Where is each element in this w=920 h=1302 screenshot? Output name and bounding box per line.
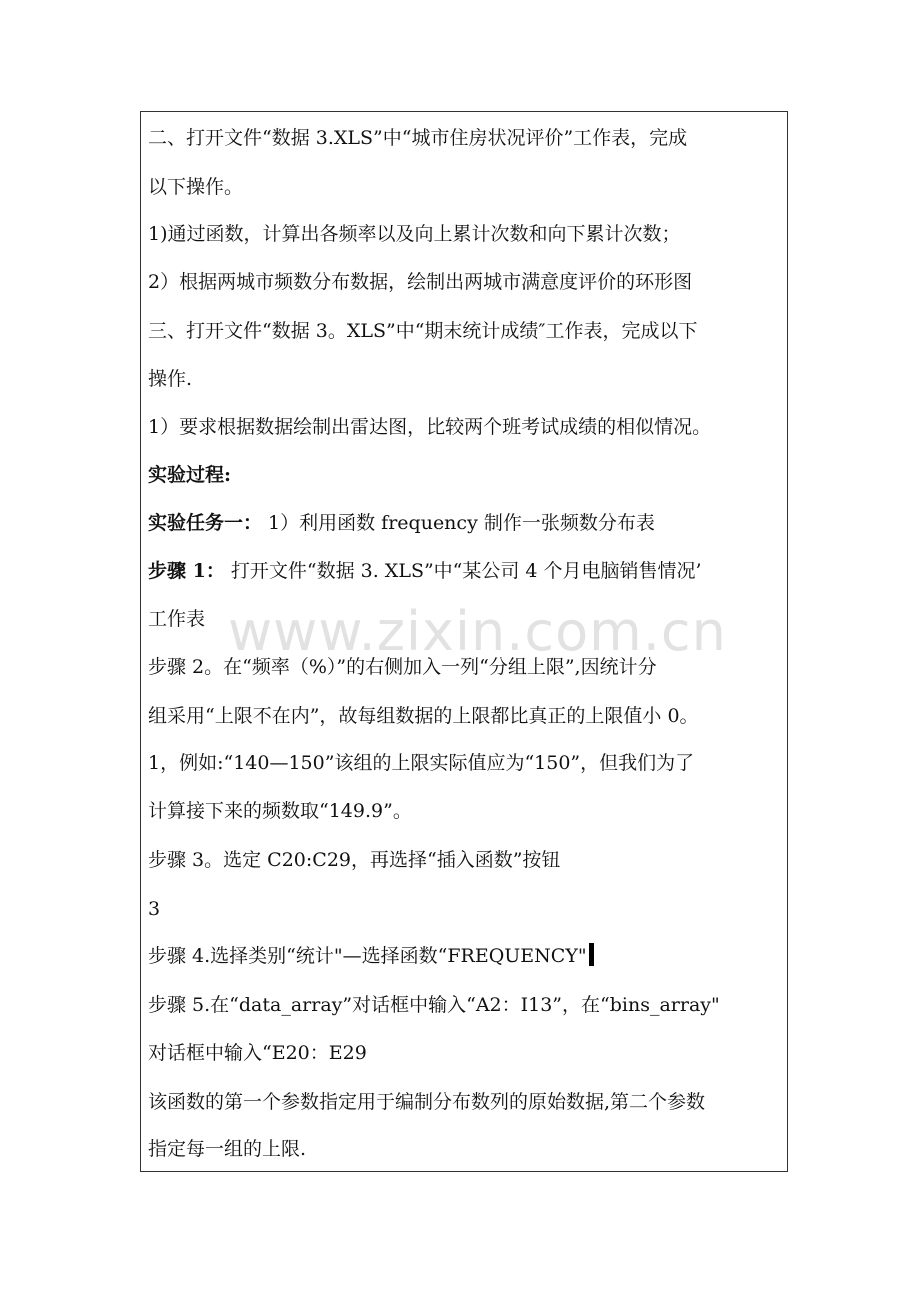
text-line: 二、打开文件“数据 3.XLS”中“城市住房状况评价”工作表，完成 — [148, 127, 688, 149]
watermark: www.zixin.com.cn — [228, 600, 727, 663]
text-line: 该函数的第一个参数指定用于编制分布数列的原始数据,第二个参数 — [148, 1091, 706, 1113]
text-line: 指定每一组的上限. — [148, 1138, 307, 1160]
text-line: 2）根据两城市频数分布数据，绘制出两城市满意度评价的环形图 — [148, 271, 693, 293]
text-cursor — [589, 943, 594, 966]
text-line: 步骤 2。在“频率（%）”的右侧加入一列“分组上限”,因统计分 — [148, 656, 657, 678]
text-line: 操作. — [148, 368, 193, 390]
text-line: 1)通过函数，计算出各频率以及向上累计次数和向下累计次数； — [148, 223, 681, 245]
text-line: 组采用“上限不在内”，故每组数据的上限都比真正的上限值小 0。 — [148, 705, 699, 727]
text-line: 步骤 5.在“data_array”对话框中输入“A2：I13”，在“bins_array" — [148, 994, 720, 1016]
section-heading: 实验过程: — [148, 464, 232, 486]
task-line — [148, 510, 788, 536]
text-line: 1）要求根据数据绘制出雷达图，比较两个班考试成绩的相似情况。 — [148, 416, 712, 438]
text-line: 对话框中输入“E20：E29 — [148, 1042, 367, 1064]
step-label: 步骤 1： — [148, 560, 225, 582]
text-line: 三、打开文件“数据 3。XLS”中“期末统计成绩″工作表，完成以下 — [148, 320, 698, 342]
text-line: 以下操作。 — [148, 176, 244, 198]
text-line: 步骤 3。选定 C20:C29，再选择“插入函数”按钮 — [148, 849, 561, 871]
step-4-text: 步骤 4.选择类别“统计"—选择函数“FREQUENCY" — [148, 945, 587, 967]
task-label: 实验任务一： — [148, 512, 263, 534]
step-line — [148, 558, 788, 584]
text-line: 1，例如:“140—150”该组的上限实际值应为“150”，但我们为了 — [148, 752, 695, 774]
text-line: 3 — [148, 898, 161, 920]
text-line: 工作表 — [148, 608, 206, 630]
step-text: 打开文件“数据 3. XLS”中“某公司 4 个月电脑销售情况’ — [224, 560, 702, 582]
task-text: 1）利用函数 frequency 制作一张频数分布表 — [262, 512, 655, 534]
text-line: 计算接下来的频数取“149.9”。 — [148, 800, 412, 822]
step-4-line — [148, 943, 788, 969]
